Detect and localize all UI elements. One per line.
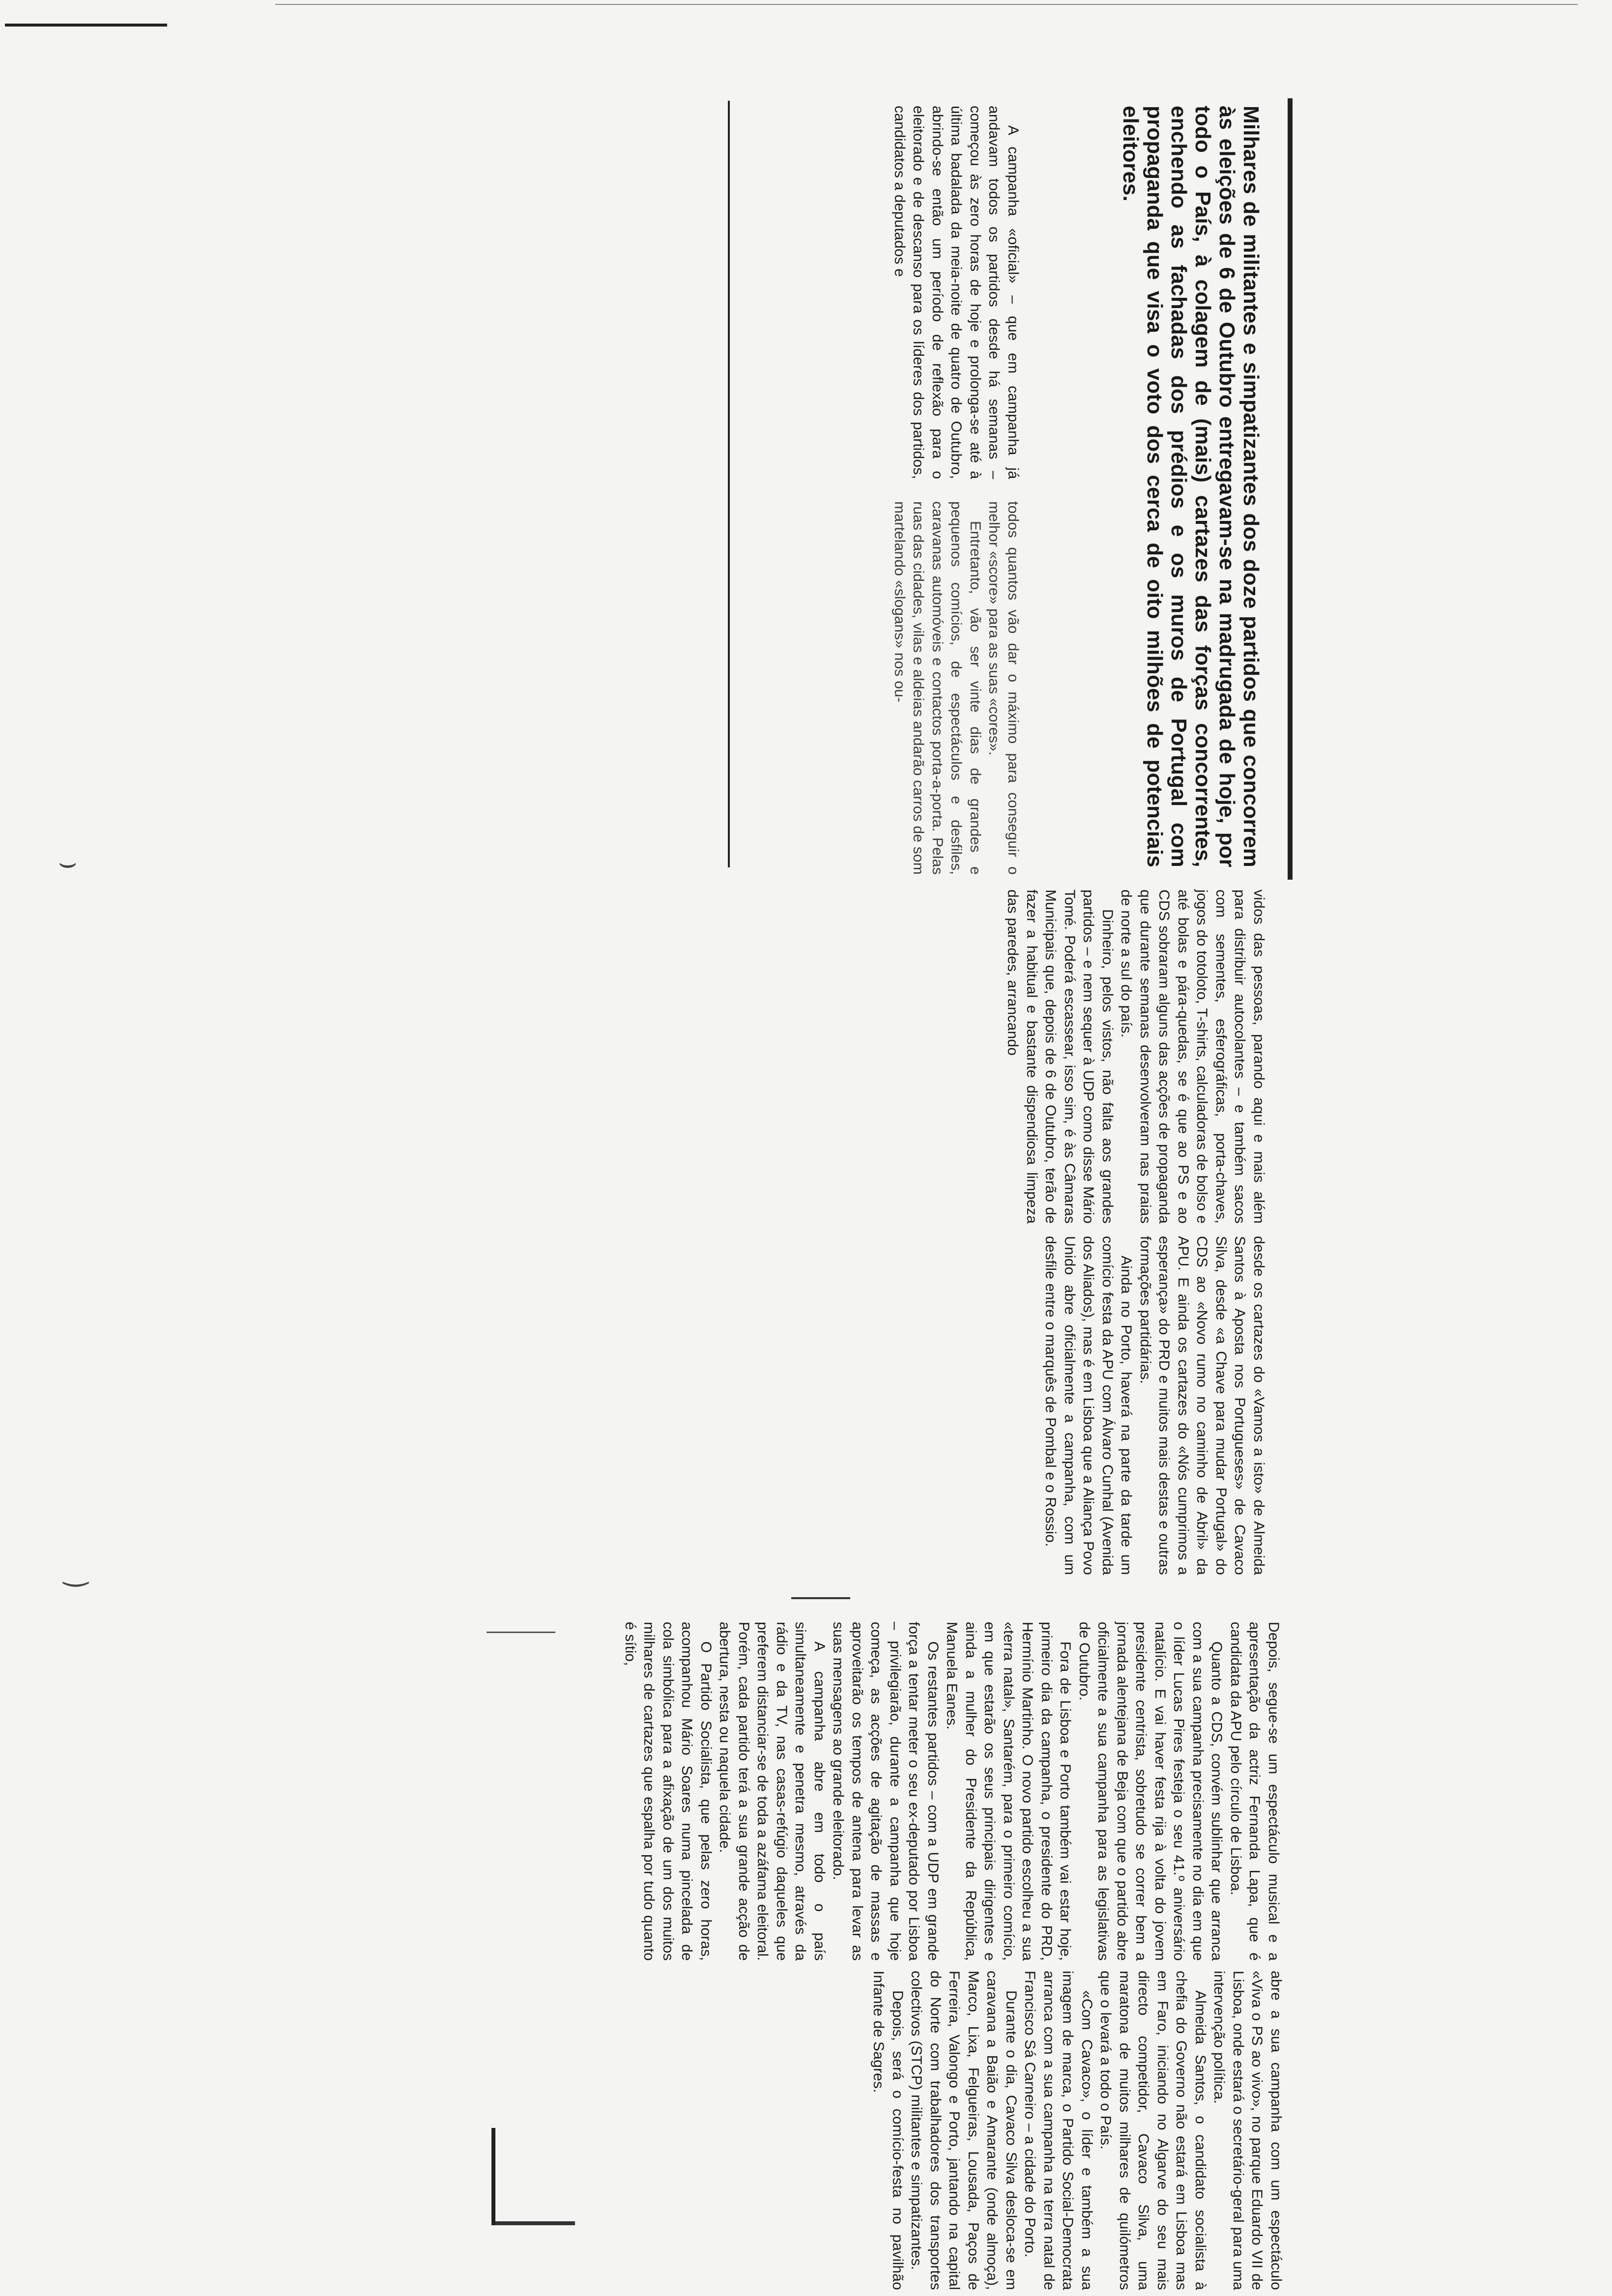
paragraph: A campanha abre em todo o país simultaneamente e penetra mesmo, através da rádio e da TV, nas casas-refúgio daqueles que preferem distanciar-se de toda a azáfama eleitoral. Porém, cada partido terá a sua grande acção de abertura, nesta ou naquela cidade. <box>717 1622 828 1961</box>
paragraph: Almeida Santos, o candidato socialista à chefia do Governo não estará em Lisboa mas em Faro, iniciando no Algarve do seu mais directo competidor, Cavaco Silva, uma maratona de muitos milhares de quilómetros que o levará a todo o País. <box>1097 1971 1209 2290</box>
paragraph: Os restantes partidos – com a UDP em grande força a tentar meter o seu ex-deputado por Lisboa – privilegiarão, durante a campanha que hoje começa, as acções de agitação de massas e aproveitarão os tempos de antena para levar as suas mensagens ao grande eleitorado. <box>830 1622 941 1961</box>
paragraph: «Com Cavaco», o líder e também a sua imagem de marca, o Partido Social-Democrata arranca com a sua campanha na terra natal de Francisco Sá Carneiro – a cidade do Porto. <box>1022 1971 1095 2290</box>
paragraph: O Partido Socialista, que pelas zero horas, acompanhou Mário Soares numa pincelada de cola simbólica para a afixação de um dos muitos milhares de cartazes que espalha por tudo quanto é sítio, <box>622 1622 714 1961</box>
article-column-6 <box>869 1971 1285 2290</box>
end-bracket-horizontal <box>491 2128 495 2225</box>
end-bracket-vertical <box>491 2221 575 2225</box>
column-divider <box>791 1597 850 1599</box>
paragraph: todos quantos vão dar o máximo para conseguir o melhor «score» para as suas «cores». <box>986 501 1021 875</box>
paragraph: Durante o dia, Cavaco Silva desloca-se em caravana a Baião e Amarante (onde almoça), Marco, Lixa, Felgueiras, Lousada, Paços de Ferreira, Valongo e Porto, jantando na capital do Norte com trabalhadores dos transportes colectivos (STCP) militantes e simpatizantes. <box>908 1971 1019 2290</box>
paragraph: Entretanto, vão ser vinte dias de grandes e pequenos comícios, de espectáculos e desfiles, caravanas automóveis e contactos porta-a-porta. Pelas ruas das cidades, vilas e aldeias andarão carros de som martelando «slogans» nos ou- <box>892 501 983 875</box>
paragraph: Ainda no Porto, haverá na parte da tarde um comício festa da APU com Álvaro Cunhal (Avenida dos Aliados), mas é em Lisboa que a Aliança Povo Unido abre oficialmente a campanha, com um desfile entre o marquês de Pombal e o Rossio. <box>1042 1236 1135 1575</box>
paragraph: A campanha «oficial» – que em campanha já andavam todos os partidos desde há semanas – começou às zero horas de hoje e prolonga-se até à última badalada da meia-noite de quatro de Outubro, abrindo-se então um período de reflexão para o eleitorado e de descanso para os líderes dos partidos, candidatos a deputados e <box>892 106 1021 479</box>
article-top-rule <box>1288 98 1293 880</box>
scan-speck-1: ⌣ <box>58 846 78 879</box>
article-column-5 <box>621 1622 1283 1961</box>
paragraph: Fora de Lisboa e Porto também vai estar hoje, primeiro dia da campanha, o presidente do PRD, Hermínio Martinho. O novo partido escolheu a sua «terra natal», Santarém, para o primeiro comício, em que estarão os seus principais dirigentes e ainda a mulher do Presidente da República, Manuela Eanes. <box>944 1622 1074 1961</box>
paragraph: desde os cartazes do «Vamos a isto» de Almeida Santos à Aposta nos Portugueses» de Cavaco Silva, desde «a Chave para mudar Portugal» do CDS ao «Novo rumo no caminho de Abril» da APU. E ainda os cartazes do «Nós cumprimos a esperança» do PRD e muitos mais destas e outras formações partidárias. <box>1137 1236 1267 1575</box>
article-lead: Milhares de militantes e simpatizantes dos doze partidos que concorrem às eleições de 6 de Outubro entregavam-se na madrugada de hoje, por todo o País, à colagem de (mais) cartazes das forças concorrentes, enchendo as fachadas dos prédios e os muros de Portugal com propaganda que visa o voto dos cerca de oito milhões de potenciais eleitores. <box>1119 106 1263 867</box>
paragraph: abre a sua campanha com um espectáculo «Viva o PS ao vivo», no parque Eduardo VII de Lisboa, onde estará o secretário-geral para uma intervenção política. <box>1211 1971 1284 2290</box>
paragraph: vidos das pessoas, parando aqui e mais além para distribuir autocolantes – e também sacos com sementes, esferográficas, porta-chaves, jogos do totoloto, T-shirts, calculadoras de bolso e até bolas e pára-quedas, se é que ao PS e ao CDS sobraram alguns das acções de propaganda que durante semanas desenvolveram nas praias de norte a sul do país. <box>1118 890 1267 1224</box>
paragraph: Quanto a CDS, convém sublinhar que arranca com a sua campanha precisamente no dia em que o líder Lucas Pires festeja o seu 41.º aniversário natalício. E vai haver festa rija à volta do jovem presidente centrista, sobretudo se correr bem a jornada alentejana de Beja com que o partido abre oficialmente a sua campanha para as legislativas de Outubro. <box>1076 1622 1225 1961</box>
article-column-1 <box>890 106 1023 479</box>
pen-mark <box>487 1632 555 1633</box>
article-column-4 <box>1041 1236 1268 1575</box>
article-column-3 <box>1003 890 1268 1224</box>
scan-speck-2: ‿ <box>64 1553 88 1586</box>
paragraph: Depois, será o comício-festa no pavilhão Infante de Sagres. <box>870 1971 906 2290</box>
paragraph: Depois, segue-se um espectáculo musical e a apresentação da actriz Fernanda Lapa, que é candidata da APU pelo círculo de Lisboa. <box>1228 1622 1282 1961</box>
paragraph: Dinheiro, pelos vistos, não falta aos grandes partidos – e nem sequer à UDP como disse Mário Tomé. Poderá escassear, isso sim, é às Câmaras Municipais que, depois de 6 de Outubro, terão de fazer a habitual e bastante dispendiosa limpeza das paredes, arrancando <box>1005 890 1116 1224</box>
article-bottom-rule <box>728 101 730 867</box>
article-column-2 <box>890 501 1023 875</box>
